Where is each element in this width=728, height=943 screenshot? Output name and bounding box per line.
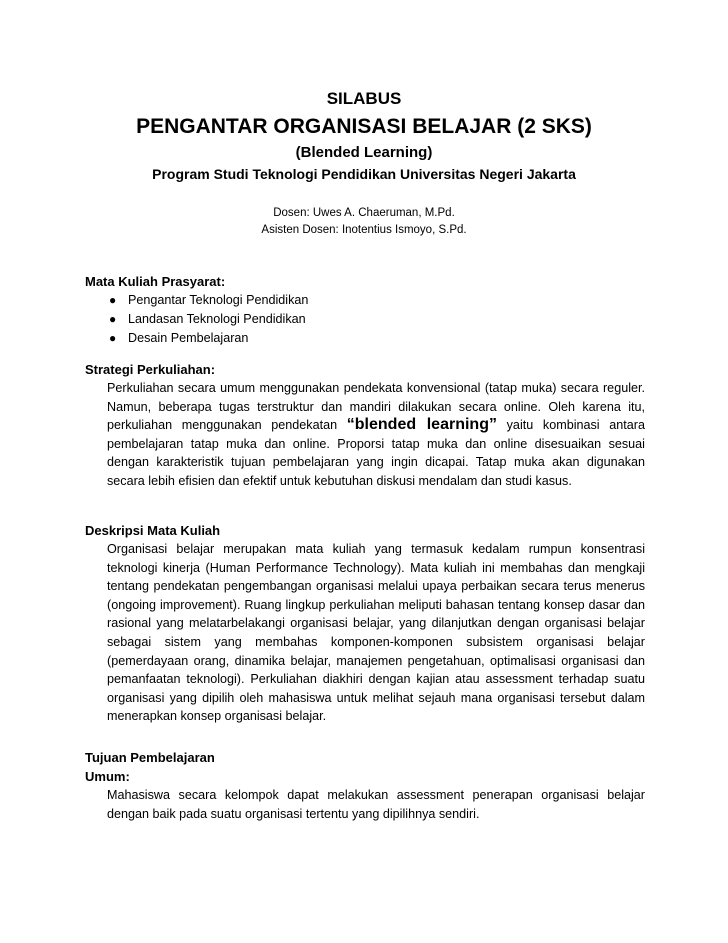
prerequisites-heading: Mata Kuliah Prasyarat: <box>85 274 226 289</box>
bullet-icon: ● <box>109 293 117 307</box>
bullet-icon: ● <box>109 312 117 326</box>
blended-learning-emphasis: “blended learning” <box>346 416 497 434</box>
description-section <box>85 521 645 726</box>
list-item: ● Landasan Teknologi Pendidikan <box>85 310 645 329</box>
list-item: ● Pengantar Teknologi Pendidikan <box>85 291 645 310</box>
description-heading: Deskripsi Mata Kuliah <box>85 523 221 538</box>
course-mode: (Blended Learning) <box>295 144 433 161</box>
description-paragraph: Organisasi belajar merupakan mata kuliah yang termasuk kedalam rumpun konsentrasi teknologi kinerja (Human Performance Technology). Mata kuliah ini membahas dan mengkaji tentang pendekatan pengembangan organisasi melalui upaya perbaikan secara terus menerus (ongoing improvement). Ruang lingkup perkuliahan meliputi bahasan tentang konsep dasar dan rasional yang melatarbelakangi organisasi belajar, yang dilanjutkan dengan organisasi belajar sebagai sistem yang membahas komponen-komponen subsistem organisasi belajar (pemerdayaan orang, dinamika belajar, manajemen pengetahuan, optimalisasi organisasi dan pemanfaatan teknologi). Perkuliahan diakhiri dengan kajian atau assessment terhadap suatu organisasi yang dipilih oleh mahasiswa untuk melihat sejauh mana organisasi tersebut dalam menerapkan konsep organisasi belajar. <box>107 542 645 724</box>
objectives-section <box>85 748 645 823</box>
assistant-lecturer-name: Asisten Dosen: Inotentius Ismoyo, S.Pd. <box>261 224 467 236</box>
objectives-general-heading: Umum: <box>85 769 130 784</box>
bullet-icon: ● <box>109 331 117 345</box>
strategy-section <box>85 360 645 491</box>
course-title: PENGANTAR ORGANISASI BELAJAR (2 SKS) <box>136 115 592 138</box>
prerequisites-section <box>85 272 645 348</box>
study-program: Program Studi Teknologi Pendidikan Universitas Negeri Jakarta <box>152 166 576 182</box>
document-title: SILABUS <box>326 89 402 108</box>
prerequisites-list <box>85 291 645 348</box>
lecturer-name: Dosen: Uwes A. Chaeruman, M.Pd. <box>273 207 455 219</box>
objectives-heading: Tujuan Pembelajaran <box>85 750 215 765</box>
strategy-heading: Strategi Perkuliahan: <box>85 362 216 377</box>
strategy-paragraph: Perkuliahan secara umum menggunakan pendekata konvensional (tatap muka) secara reguler. Namun, beberapa tugas terstruktur dan mandiri dilakukan secara online. Oleh karena itu, perkuliahan menggunakan pendekatan “blended learning” yaitu kombinasi antara pembelajaran tatap muka dan online. Proporsi tatap muka dan online disesuaikan sesuai dengan karakteristik tujuan pembelajaran yang ingin dicapai. Tatap muka akan digunakan secara lebih efisien dan efektif untuk kebutuhan diskusi mendalam dan studi kasus. <box>107 381 645 488</box>
list-item: ● Desain Pembelajaran <box>85 329 645 348</box>
objectives-paragraph: Mahasiswa secara kelompok dapat melakukan assessment penerapan organisasi belajar dengan baik pada suatu organisasi tertentu yang dipilihnya sendiri. <box>107 788 645 821</box>
